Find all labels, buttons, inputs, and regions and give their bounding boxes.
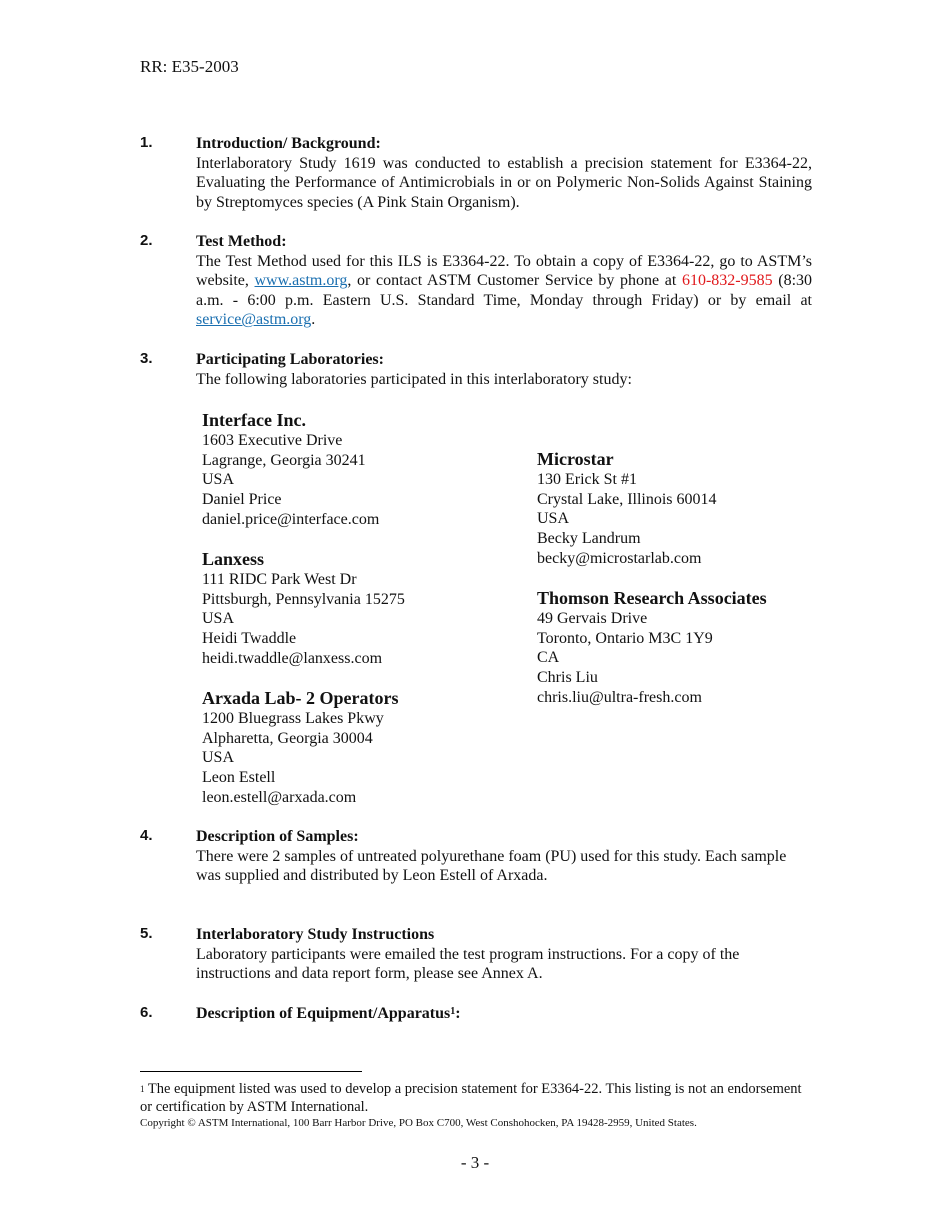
section-title: Description of Samples: xyxy=(196,828,359,845)
section-number: 6. xyxy=(140,1004,153,1021)
lab-address: 49 Gervais Drive xyxy=(537,610,648,627)
lab-city: Alpharetta, Georgia 30004 xyxy=(202,729,373,747)
copyright-line: Copyright © ASTM International, 100 Barr Harbor Drive, PO Box C700, West Conshohocken, PA 19428-2959, United States. xyxy=(140,1117,697,1129)
footnote-mark: 1 xyxy=(140,1084,145,1094)
lab-entry-thomson xyxy=(537,587,767,708)
section-number: 3. xyxy=(140,350,153,367)
lab-name: Arxada Lab- 2 Operators xyxy=(202,688,399,708)
lab-address: 1603 Executive Drive xyxy=(202,432,343,449)
lab-entry-microstar xyxy=(537,448,717,569)
lab-contact: Leon Estell xyxy=(202,769,276,787)
lab-city: Crystal Lake, Illinois 60014 xyxy=(537,490,717,508)
lab-email: daniel.price@interface.com xyxy=(202,510,380,528)
footnote xyxy=(140,1080,810,1116)
section-number: 4. xyxy=(140,827,153,844)
section-number: 1. xyxy=(140,134,153,151)
phone-number: 610-832-9585 xyxy=(681,272,773,290)
lab-name: Thomson Research Associates xyxy=(537,588,767,608)
lab-contact: Daniel Price xyxy=(202,491,282,509)
section-title: Interlaboratory Study Instructions xyxy=(196,926,435,943)
lab-city: Toronto, Ontario M3C 1Y9 xyxy=(537,629,713,647)
lab-contact: Chris Liu xyxy=(537,669,598,687)
section-2 xyxy=(140,232,812,330)
lab-country: CA xyxy=(537,649,560,667)
lab-entry-interface xyxy=(202,409,379,530)
text-fragment: , or contact ASTM Customer Service by phone at xyxy=(347,272,677,290)
page-number: - 3 - xyxy=(460,1153,490,1172)
section-title: Test Method: xyxy=(196,233,287,250)
section-text: There were 2 samples of untreated polyurethane foam (PU) used for this study. Each sample was supplied and distributed by Leon Estell of Arxada. xyxy=(196,847,787,885)
section-4 xyxy=(140,827,812,886)
lab-email: becky@microstarlab.com xyxy=(537,549,702,567)
lab-address: 111 RIDC Park West Dr xyxy=(202,571,357,588)
lab-address: 1200 Bluegrass Lakes Pkwy xyxy=(202,710,384,727)
lab-email: leon.estell@arxada.com xyxy=(202,788,357,806)
section-6 xyxy=(140,1004,812,1024)
lab-contact: Heidi Twaddle xyxy=(202,630,297,648)
lab-city: Pittsburgh, Pennsylvania 15275 xyxy=(202,590,405,608)
section-number: 2. xyxy=(140,232,153,249)
section-title: Participating Laboratories: xyxy=(196,351,384,368)
lab-contact: Becky Landrum xyxy=(537,530,641,548)
lab-email: heidi.twaddle@lanxess.com xyxy=(202,649,383,667)
text-fragment: The Test Method used for this ILS is E3364-22. To obtain a copy of E3364-22, go to ASTM’s website, xyxy=(196,252,812,290)
lab-name: Microstar xyxy=(537,449,614,469)
section-3 xyxy=(140,350,812,389)
astm-website-link[interactable]: www.astm.org xyxy=(254,272,348,290)
lab-city: Lagrange, Georgia 30241 xyxy=(202,451,366,469)
title-suffix: : xyxy=(455,1005,461,1022)
section-text: Laboratory participants were emailed the test program instructions. For a copy of the instructions and data report form, please see Annex A. xyxy=(196,945,740,983)
section-text: Interlaboratory Study 1619 was conducted to establish a precision statement for E3364-22, Evaluating the Performance of Antimicrobials in or on Polymeric Non-Solids Against Staining by Streptomyces species (A Pink Stain Organism). xyxy=(196,154,812,211)
lab-name: Lanxess xyxy=(202,549,265,569)
lab-country: USA xyxy=(202,610,235,628)
section-number: 5. xyxy=(140,925,153,942)
text-fragment: (8:30 a.m. - 6:00 p.m. Eastern U.S. Standard Time, Monday through Friday) or by email at xyxy=(196,272,813,309)
section-text: The following laboratories participated in this interlaboratory study: xyxy=(196,370,632,388)
text-fragment: . xyxy=(311,311,316,329)
lab-country: USA xyxy=(202,749,235,767)
lab-address: 130 Erick St #1 xyxy=(537,471,637,488)
running-header: RR: E35-2003 xyxy=(140,57,239,76)
lab-name: Interface Inc. xyxy=(202,410,306,430)
footnote-separator xyxy=(140,1071,362,1072)
section-5 xyxy=(140,925,812,984)
section-1 xyxy=(140,134,812,212)
service-email-link[interactable]: service@astm.org xyxy=(196,311,312,329)
title-text: Description of Equipment/Apparatus xyxy=(196,1005,451,1022)
lab-email: chris.liu@ultra-fresh.com xyxy=(537,688,702,706)
lab-country: USA xyxy=(202,471,235,489)
lab-country: USA xyxy=(537,510,570,528)
lab-entry-lanxess xyxy=(202,548,405,669)
section-title: Introduction/ Background: xyxy=(196,135,381,152)
footnote-reference: 1 xyxy=(450,1006,456,1017)
section-text xyxy=(196,252,812,330)
lab-entry-arxada xyxy=(202,687,399,808)
footnote-text: The equipment listed was used to develop a precision statement for E3364-22. This listing is not an endorsement or certification by ASTM International. xyxy=(140,1081,802,1115)
section-title xyxy=(196,1004,812,1024)
